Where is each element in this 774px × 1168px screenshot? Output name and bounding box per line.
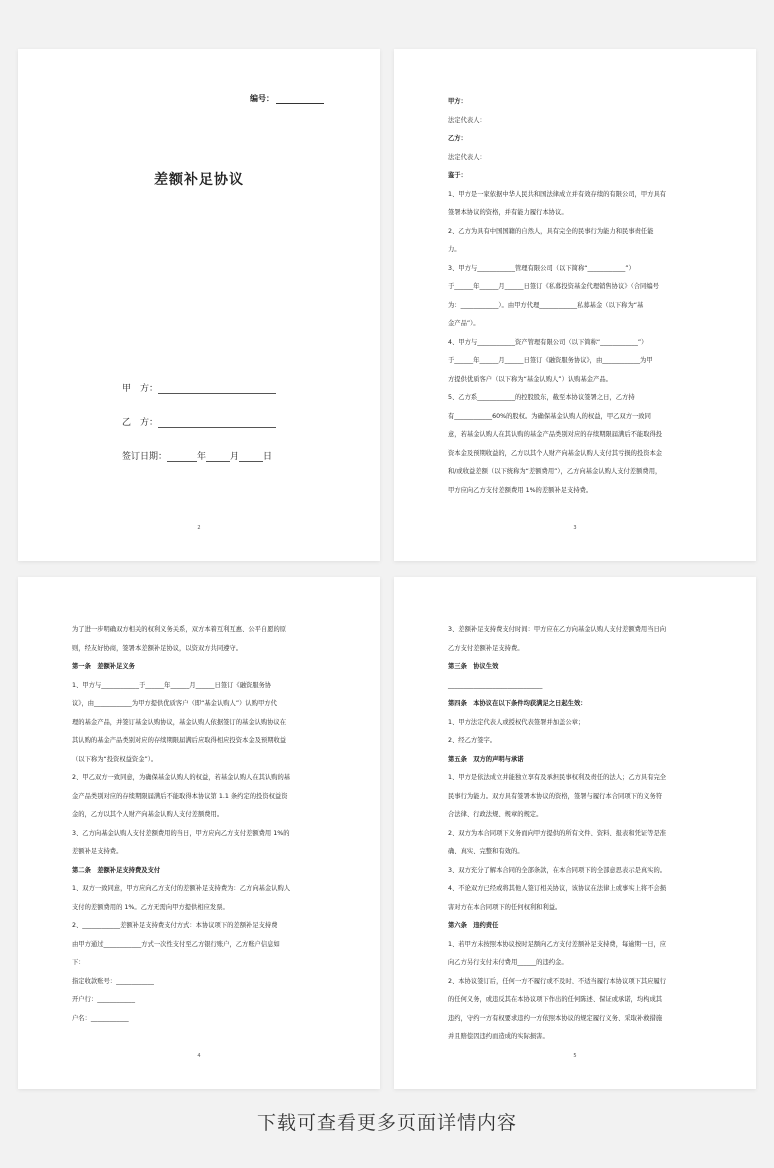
section-heading: 第二条 差额补足支持费及支付 <box>72 866 161 874</box>
body-line: 法定代表人： <box>448 116 486 124</box>
section-heading: 第五条 双方的声明与承诺 <box>448 755 524 763</box>
contract-number-label: 编号： <box>250 94 274 103</box>
section-heading: 鉴于： <box>448 172 467 179</box>
body-line: 确、真实、完整和有效的。 <box>448 848 524 855</box>
body-line: 甲方应向乙方支付差额费用 1%的差额补足支持费。 <box>448 486 593 494</box>
body-line: 则，经友好协商，签署本差额补足协议，以资双方共同遵守。 <box>72 644 243 652</box>
section-heading: 第一条 差额补足义务 <box>72 663 135 670</box>
body-line: 2、乙方为具有中国国籍的自然人，具有完全的民事行为能力和民事责任能 <box>448 227 654 235</box>
body-line: 理的基金产品，并签订基金认购协议，基金认购人依据签订的基金认购协议在 <box>72 718 287 726</box>
body-line: 2、经乙方签字。 <box>448 737 497 744</box>
body-line: 3、双方充分了解本合同的全部条款，在本合同项下的全部意思表示是真实的。 <box>448 866 667 874</box>
year-blank <box>167 451 197 462</box>
year-label: 年 <box>197 452 207 462</box>
body-line: 2、本协议签订后，任何一方不履行或不及时、不适当履行本协议项下其应履行 <box>448 977 667 985</box>
sign-date-field <box>122 449 272 462</box>
party-a-field <box>122 381 276 394</box>
party-a-label: 甲 方： <box>122 384 159 394</box>
page-number: 3 <box>573 525 577 531</box>
page-body <box>72 621 334 1028</box>
body-line: 法定代表人： <box>448 153 486 161</box>
day-label: 日 <box>263 452 273 462</box>
body-line: 向乙方另行支付未付费用______的违约金。 <box>448 959 568 966</box>
party-a-blank <box>158 383 276 394</box>
body-line: 1、甲方是一家依据中华人民共和国法律成立并有效存续的有限公司，甲方具有 <box>448 190 667 198</box>
party-b-blank <box>158 417 276 428</box>
body-line: 和/或收益差额（以下统称为“差额费用”），乙方向基金认购人支付差额费用， <box>448 468 662 475</box>
party-b-label: 乙 方： <box>122 418 159 428</box>
body-line: 力。 <box>448 246 461 253</box>
body-line: 2、双方为本合同项下义务而向甲方提供的所有文件、资料、报表和凭证等是准 <box>448 829 667 837</box>
body-line: 并且赔偿因违约而造成的实际损害。 <box>448 1033 549 1040</box>
body-line: 于______年______月______日签订《融资服务协议》，由____________为甲 <box>448 357 653 364</box>
body-line: 3、乙方向基金认购人支付差额费用的当日，甲方应向乙方支付差额费用 1%的 <box>72 829 290 837</box>
body-line: ______________________________ <box>448 681 543 689</box>
body-line: 签署本协议的资格，并有能力履行本协议。 <box>448 209 568 216</box>
body-line: 支付的差额费用的 1%。乙方无需向甲方提供相应发票。 <box>72 903 229 911</box>
document-page-3 <box>18 577 380 1089</box>
sign-date-label: 签订日期： <box>122 452 168 462</box>
body-line: 户名：____________ <box>72 1014 129 1022</box>
body-line: 4、甲方与____________资产管理有限公司（以下简称“____________”） <box>448 338 648 346</box>
contract-number-field <box>250 93 324 104</box>
body-line: 4、不论双方已经或将其他人签订相关协议，该协议在法律上或事实上将不会损 <box>448 885 667 892</box>
body-line: 2、甲乙双方一致同意，为确保基金认购人的权益，若基金认购人在其认购的基 <box>72 774 291 781</box>
body-line: 乙方支付差额补足支持费。 <box>448 644 524 652</box>
contract-number-blank <box>276 95 324 104</box>
section-heading: 第六条 违约责任 <box>448 922 499 929</box>
body-line: 合法律、行政法规、规章的规定。 <box>448 811 543 818</box>
body-line: 5、乙方系____________的控股股东，截至本协议签署之日，乙方持 <box>448 394 635 401</box>
section-heading: 乙方： <box>448 135 467 142</box>
body-line: 1、双方一致同意，甲方应向乙方支付的差额补足支持费为：乙方向基金认购人 <box>72 885 291 892</box>
body-line: 违约，守约一方有权要求违约一方依照本协议的规定履行义务、采取补救措施 <box>448 1014 663 1022</box>
body-line: 民事行为能力。双方具有签署本协议的资格，签署与履行本合同项下的义务符 <box>448 792 663 800</box>
body-line: 方提供优质客户（以下称为“基金认购人”）认购基金产品。 <box>448 375 612 383</box>
body-line: 下： <box>72 959 85 966</box>
body-line: 金产品类别对应的存续期限届满后不能取得本协议第 1.1 条约定的投资权益资 <box>72 792 288 800</box>
page-number: 5 <box>573 1053 577 1059</box>
day-blank <box>239 451 263 462</box>
month-label: 月 <box>230 452 240 462</box>
body-line: 金产品”）。 <box>448 320 480 327</box>
page-number: 4 <box>197 1053 201 1059</box>
body-line: 的任何义务，或违反其在本协议项下作出的任何陈述、保证或承诺，均构成其 <box>448 996 663 1003</box>
section-heading: 甲方： <box>448 98 467 105</box>
body-line: 害对方在本合同项下的任何权利和利益。 <box>448 903 562 911</box>
body-line: 为：____________）。由甲方代理____________私募基金（以下称为“基 <box>448 301 644 309</box>
document-title: 差额补足协议 <box>154 172 244 188</box>
page-body <box>448 621 710 1047</box>
body-line: 议》，由____________为甲方提供优质客户（即“基金认购人”）认购甲方代 <box>72 700 277 707</box>
body-line: 金的，乙方以其个人财产向基金认购人支付差额费用。 <box>72 811 224 818</box>
body-line: 由甲方通过____________方式一次性支付至乙方银行账户，乙方账户信息如 <box>72 940 280 948</box>
body-line: 1、甲方与____________于______年______月______日签订《融资服务协 <box>72 681 272 689</box>
body-line: 3、差额补足支持费支付时间：甲方应在乙方向基金认购人支付差额费用当日向 <box>448 626 667 633</box>
body-line: 3、甲方与____________管理有限公司（以下简称“____________”） <box>448 264 635 272</box>
page-number: 2 <box>197 525 201 531</box>
month-blank <box>206 451 230 462</box>
body-line: 1、甲方法定代表人或授权代表签署并加盖公章； <box>448 718 585 726</box>
body-line: 指定收款账号：____________ <box>72 977 154 985</box>
section-heading: 第三条 协议生效 <box>448 663 499 670</box>
party-b-field <box>122 415 276 428</box>
body-line: 资本金及预期收益的，乙方以其个人财产向基金认购人支付其亏损的投资本金 <box>448 449 663 457</box>
body-line: 2、____________差额补足支持费支付方式：本协议项下的差额补足支持费 <box>72 922 278 929</box>
body-line: 有____________60%的股权。为确保基金认购人的权益，甲乙双方一致同 <box>448 412 651 420</box>
document-page-cover <box>18 49 380 561</box>
body-line: 1、甲方是依法成立并能独立享有及承担民事权利及责任的法人；乙方具有完全 <box>448 774 667 781</box>
document-page-2 <box>394 49 756 561</box>
body-line: 差额补足支持费。 <box>72 848 123 855</box>
page-body <box>448 93 710 500</box>
body-line: 意，若基金认购人在其认购的基金产品类别对应的存续期限届满后不能取得投 <box>448 431 663 438</box>
body-line: 开户行：____________ <box>72 996 135 1003</box>
body-line: 于______年______月______日签订《私募投资基金代理销售协议》（合同编号 <box>448 283 659 290</box>
body-line: 为了进一步明确双方相关的权利义务关系，双方本着互利互惠、公平自愿的原 <box>72 626 287 633</box>
document-page-4 <box>394 577 756 1089</box>
download-caption: 下载可查看更多页面详情内容 <box>256 1112 517 1134</box>
body-line: 1、若甲方未按照本协议按时足额向乙方支付差额补足支持费，每逾期一日，应 <box>448 940 667 948</box>
body-line: 其认购的基金产品类别对应的存续期限届满后应取得相应投资本金及预期收益 <box>72 737 287 744</box>
body-line: （以下称为“投资权益资金”）。 <box>72 755 158 763</box>
section-heading: 第四条 本协议在以下条件均获满足之日起生效： <box>448 700 587 707</box>
